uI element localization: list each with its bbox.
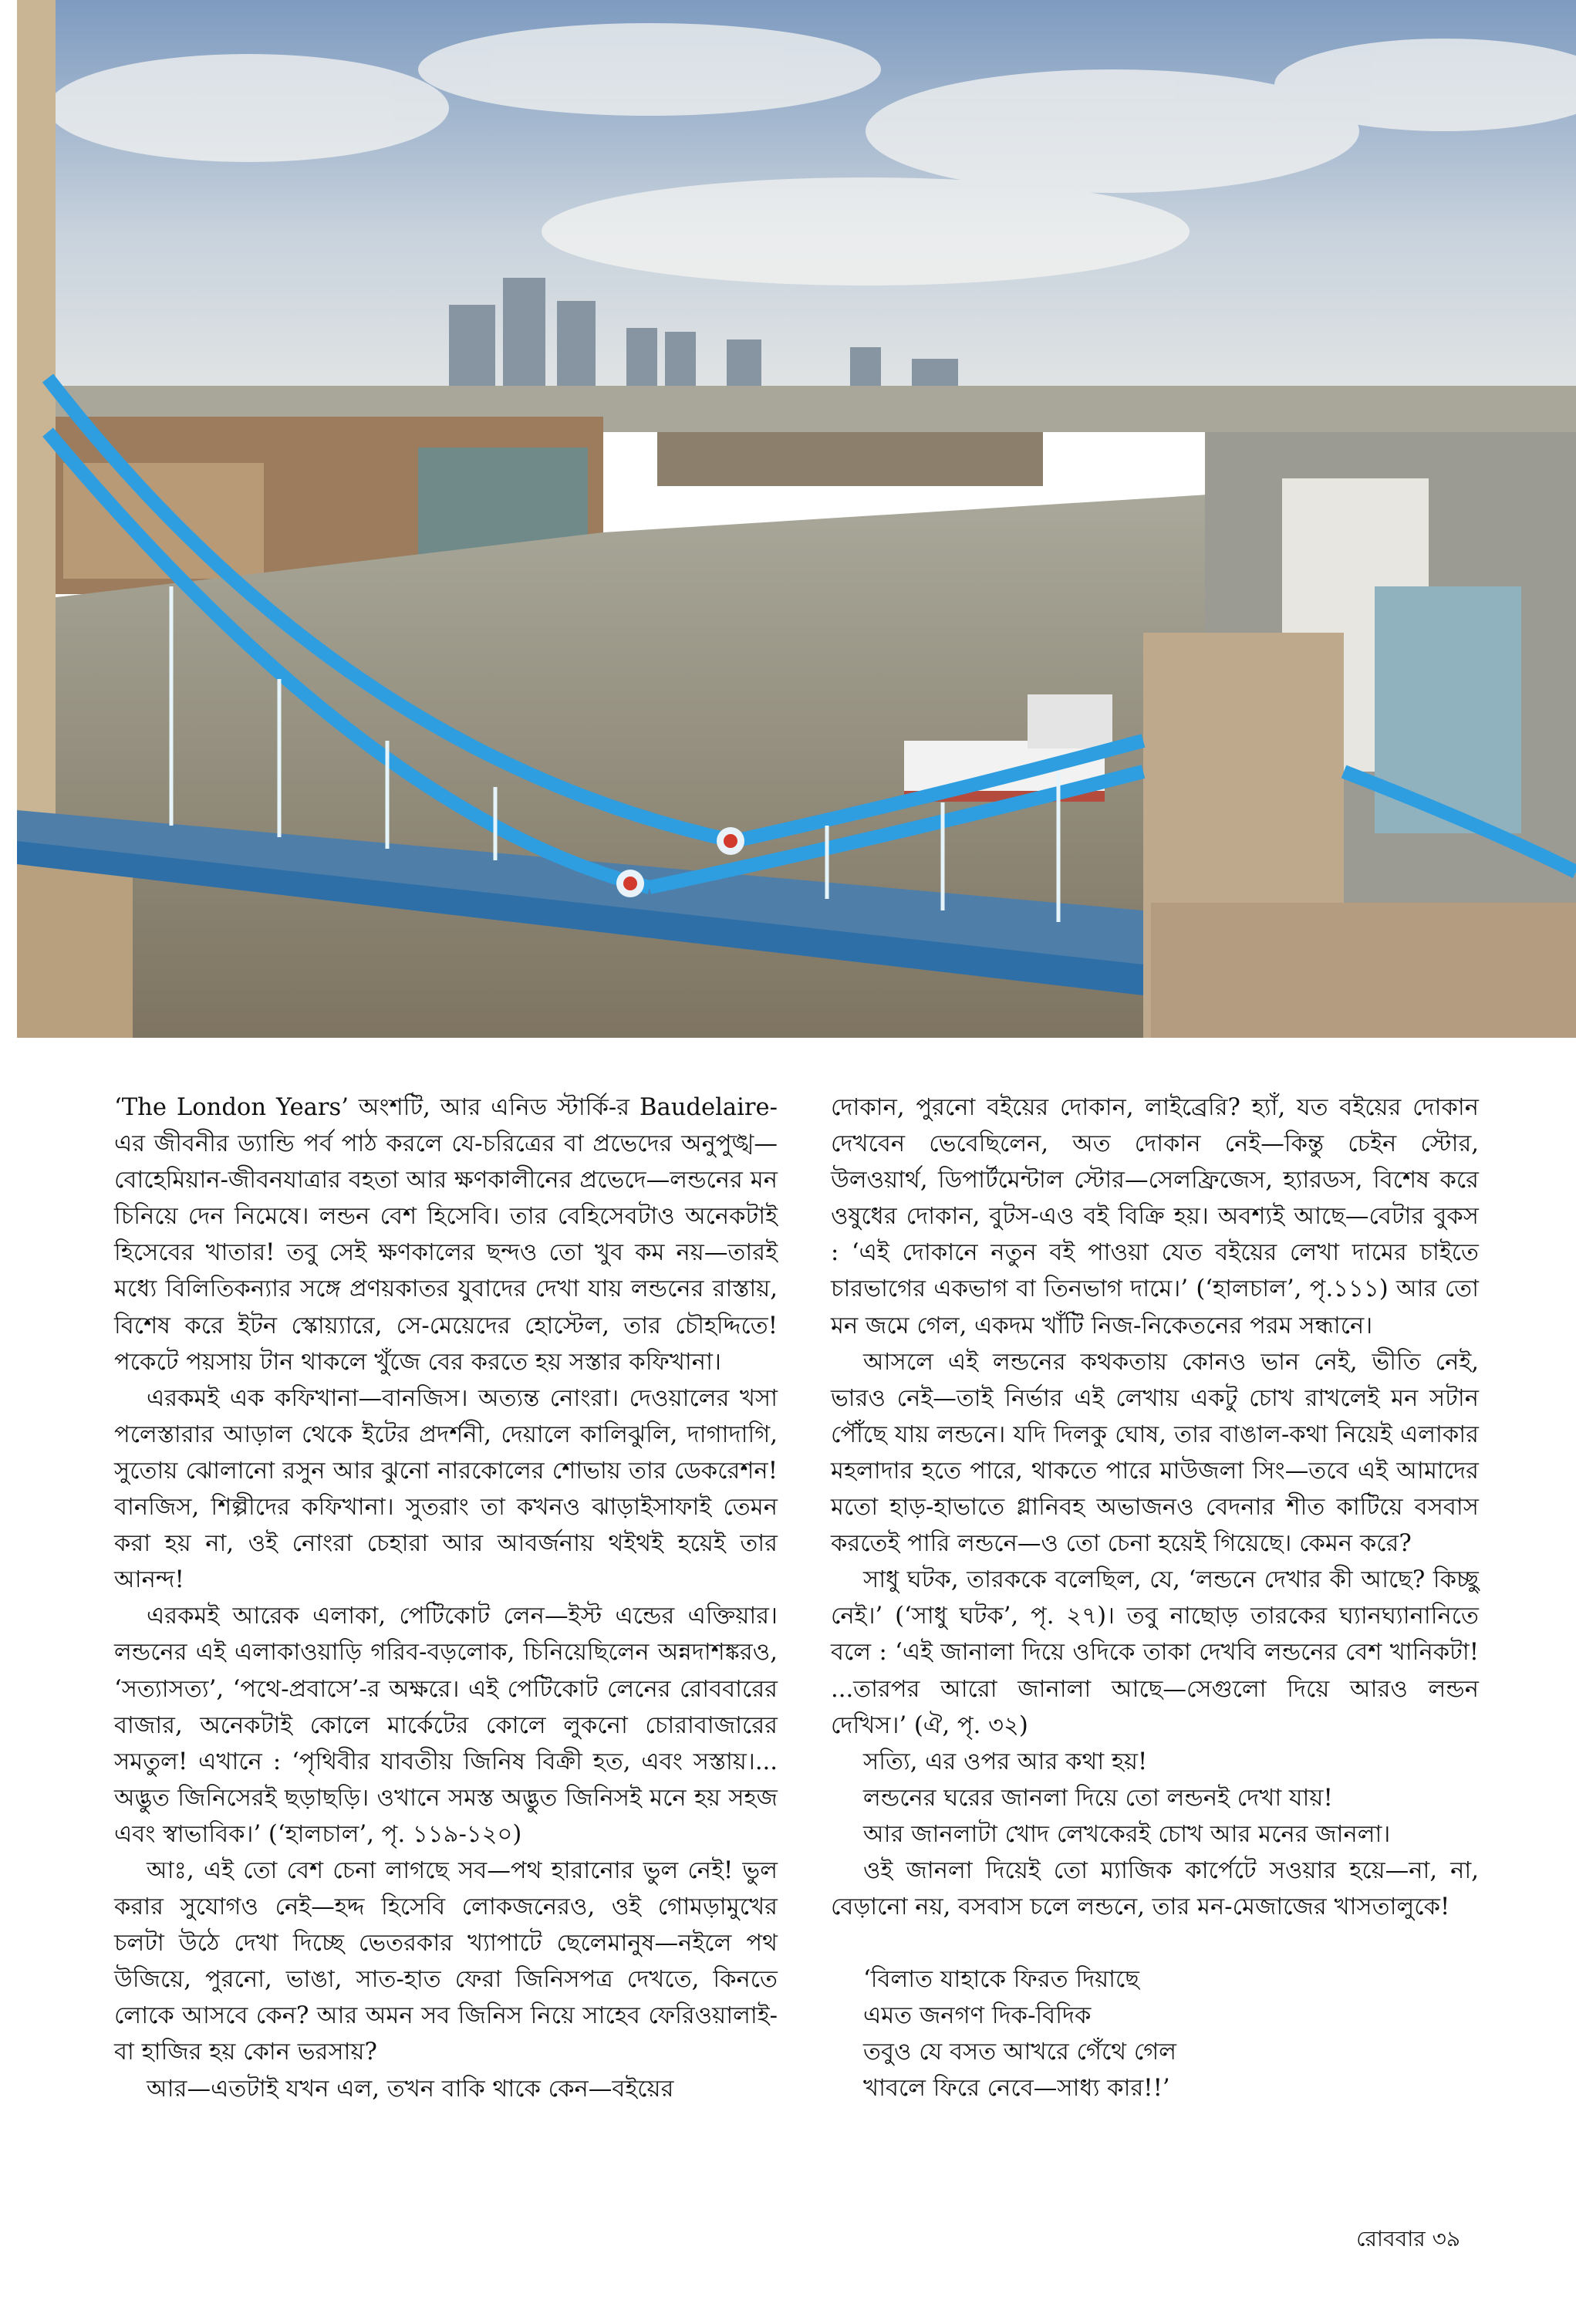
verse-line: খাবলে ফিরে নেবে—সাধ্য কার!!’: [863, 2075, 1170, 2103]
tower-bridge-photo: [17, 0, 1576, 1038]
paragraph: আঃ, এই তো বেশ চেনা লাগছে সব—পথ হারানোর ভুল নেই! ভুল করার সুযোগও নেই—হদ্দ হিসেবি লোকজনেরও, ওই গোমড়ামুখের চলটা উঠে দেখা দিচ্ছে ভেতরকার খ্যাপাটে ছেলেমানুষ—নইলে পথ উজিয়ে, পুরনো, ভাঙা, সাত-হাত ফেরা জিনিসপত্র দেখতে, কিনতে লোকে আসবে কেন? আর অমন সব জিনিস নিয়ে সাহেব ফেরিওয়ালাই-বা হাজির হয় কোন ভরসায়?: [114, 1856, 778, 2066]
page-number: ৩৯: [1432, 2226, 1460, 2251]
paragraph: এরকমই আরেক এলাকা, পেটিকোট লেন—ইস্ট এন্ডের এক্তিয়ার। লন্ডনের এই এলাকাওয়াড়ি গরিব-বড়লোক, চিনিয়েছিলেন অন্নদাশঙ্করও, ‘সত্যাসত্য’, ‘পথে-প্রবাসে’-র অক্ষরে। এই পেটিকোট লেনের রোববারের বাজার, অনেকটাই কোলে মার্কেটের কোলে লুকনো চোরাবাজারের সমতুল! এখানে : ‘পৃথিবীর যাবতীয় জিনিষ বিক্রী হত, এবং সস্তায়।... অদ্ভুত জিনিসেরই ছড়াছড়ি। ওখানে সমস্ত অদ্ভুত জিনিসই মনে হয় সহজ এবং স্বাভাবিক।’ (‘হালচাল’, পৃ. ১১৯-১২০): [114, 1603, 778, 1848]
paragraph: সত্যি, এর ওপর আর কথা হয়!: [863, 1748, 1148, 1775]
verse-line: ‘বিলাত যাহাকে ফিরত দিয়াছে: [863, 1966, 1139, 1994]
verse-line: তবুও যে বসত আখরে গেঁথে গেল: [863, 2039, 1177, 2066]
article-column-right: [831, 1089, 1479, 2107]
paragraph: আর জানলাটা খোদ লেখকেরই চোখ আর মনের জানলা।: [863, 1820, 1391, 1848]
paragraph: লন্ডনের ঘরের জানলা দিয়ে তো লন্ডনই দেখা যায়!: [863, 1784, 1333, 1812]
paragraph: আসলে এই লন্ডনের কথকতায় কোনও ভান নেই, ভীতি নেই, ভারও নেই—তাই নির্ভার এই লেখায় একটু চোখ রাখলেই মন সটান পৌঁছে যায় লন্ডনে। যদি দিলকু ঘোষ, তার বাঙাল-কথা নিয়েই এলাকার মহলাদার হতে পারে, থাকতে পারে মাউজলা সিং—তবে এই আমাদের মতো হাড়-হাভাতে গ্লানিবহ অভাজনও বেদনার শীত কাটিয়ে বসবাস করতেই পারি লন্ডনে—ও তো চেনা হয়েই গিয়েছে। কেমন করে?: [831, 1348, 1479, 1558]
magazine-name: রোববার: [1356, 2226, 1426, 2251]
page-footer: [1356, 2222, 1460, 2258]
paragraph: এরকমই এক কফিখানা—বানজিস। অত্যন্ত নোংরা। দেওয়ালের খসা পলেস্তারার আড়াল থেকে ইটের প্রদর্শনী, দেয়ালে কালিঝুলি, দাগাদাগি, সুতোয় ঝোলানো রসুন আর ঝুনো নারকোলের শোভায় তার ডেকরেশন! বানজিস, শিল্পীদের কফিখানা। সুতরাং তা কখনও ঝাড়াইসাফাই তেমন করা হয় না, ওই নোংরা চেহারা আর আবর্জনায় থইথই হয়েই তার আনন্দ!: [114, 1384, 778, 1594]
paragraph: ওই জানলা দিয়েই তো ম্যাজিক কার্পেটে সওয়ার হয়ে—না, না, বেড়ানো নয়, বসবাস চলে লন্ডনে, তার মন-মেজাজের খাসতালুকে!: [831, 1856, 1479, 1921]
paragraph: দোকান, পুরনো বইয়ের দোকান, লাইব্রেরি? হ্যাঁ, যত বইয়ের দোকান দেখবেন ভেবেছিলেন, অত দোকান নেই—কিন্তু চেইন স্টোর, উলওয়ার্থ, ডিপার্টমেন্টাল স্টোর—সেলফ্রিজেস, হ্যারডস, বিশেষ করে ওষুধের দোকান, বুটস-এও বই বিক্রি হয়। অবশ্যই আছে—বেটার বুকস : ‘এই দোকানে নতুন বই পাওয়া যেত বইয়ের লেখা দামের চাইতে চারভাগের একভাগ বা তিনভাগ দামে।’ (‘হালচাল’, পৃ.১১১) আর তো মন জমে গেল, একদম খাঁটি নিজ-নিকেতনের পরম সন্ধানে।: [831, 1094, 1479, 1339]
verse-line: এমত জনগণ দিক-বিদিক: [863, 2002, 1092, 2030]
paragraph: আর—এতটাই যখন এল, তখন বাকি থাকে কেন—বইয়ের: [147, 2075, 674, 2103]
paragraph: ‘The London Years’ অংশটি, আর এনিড স্টার্কি-র Baudelaire-এর জীবনীর ড্যান্ডি পর্ব পাঠ করলে যে-চরিত্রের বা প্রভেদের অনুপুঙ্খ—বোহেমিয়ান-জীবনযাত্রার বহতা আর ক্ষণকালীনের প্রভেদে—লন্ডনের মন চিনিয়ে দেন নিমেষে। লন্ডন বেশ হিসেবি। তার বেহিসেবটাও অনেকটাই হিসেবের খাতার! তবু সেই ক্ষণকালের ছন্দও তো খুব কম নয়—তারই মধ্যে বিলিতিকন্যার সঙ্গে প্রণয়কাতর যুবাদের দেখা যায় লন্ডনের রাস্তায়, বিশেষ করে ইটন স্কোয়্যারে, সে-মেয়েদের হোস্টেল, তার চৌহদ্দিতে! পকেটে পয়সায় টান থাকলে খুঁজে বের করতে হয় সস্তার কফিখানা।: [114, 1094, 778, 1376]
paragraph: সাধু ঘটক, তারককে বলেছিল, যে, ‘লন্ডনে দেখার কী আছে? কিচ্ছু নেই।’ (‘সাধু ঘটক’, পৃ. ২৭)। তবু নাছোড় তারকের ঘ্যানঘ্যানানিতে বলে : ‘এই জানালা দিয়ে ওদিকে তাকা দেখবি লন্ডনের বেশ খানিকটা! ...তারপর আরো জানালা আছে—সেগুলো দিয়ে আরও লন্ডন দেখিস।’ (ঐ, পৃ. ৩২): [831, 1566, 1479, 1739]
verse: [831, 1961, 1479, 2106]
article-column-left: [114, 1089, 778, 2107]
